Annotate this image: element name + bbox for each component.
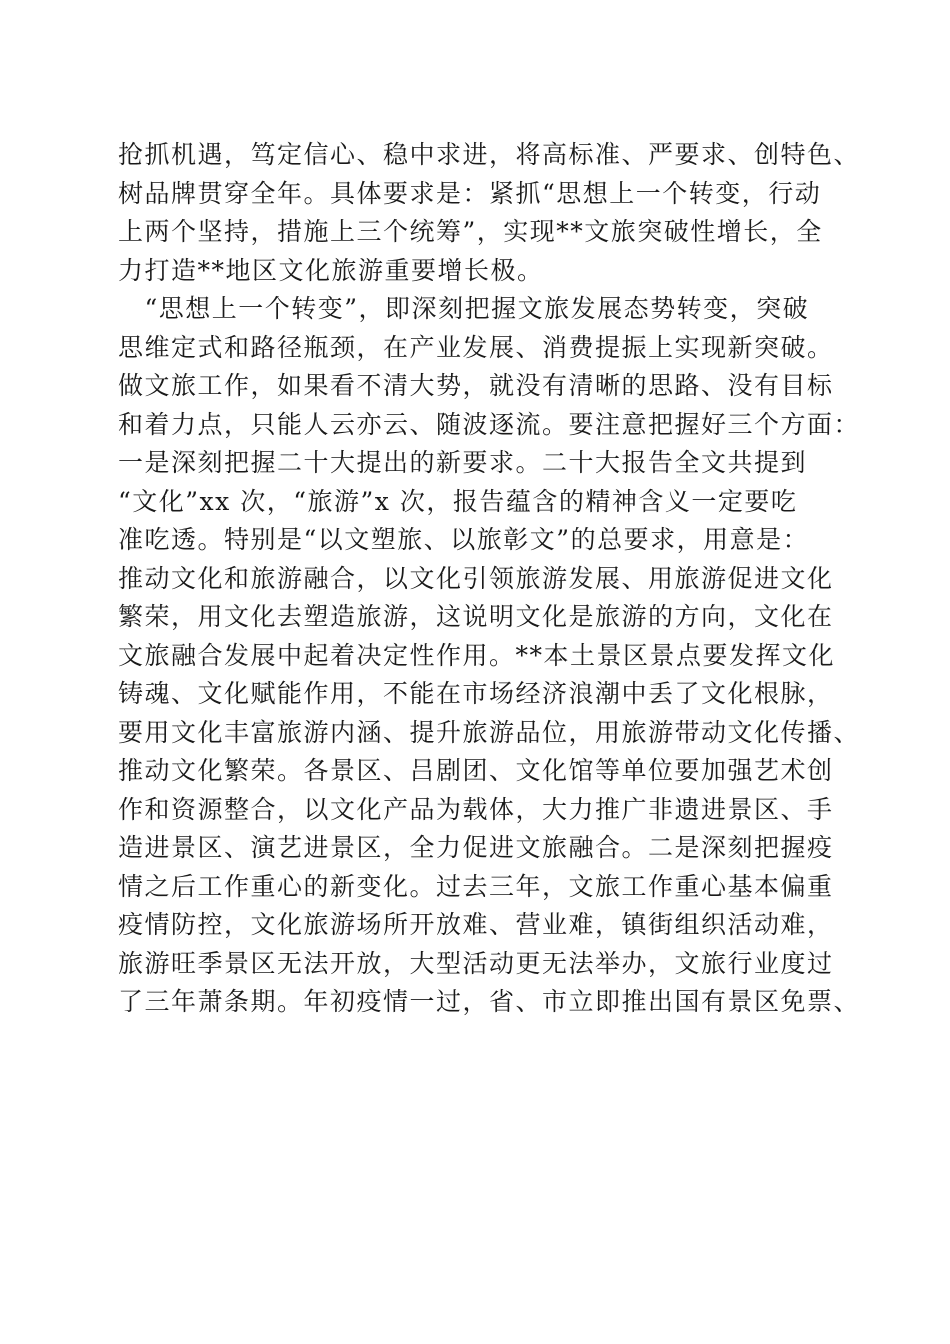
text-line: 了三年萧条期。年初疫情一过，省、市立即推出国有景区免票、 (118, 987, 861, 1016)
text-line: 繁荣，用文化去塑造旅游，这说明文化是旅游的方向，文化在 (118, 602, 834, 631)
text-line: 做文旅工作，如果看不清大势，就没有清晰的思路、没有目标 (118, 371, 834, 400)
text-line: 推动文化繁荣。各景区、吕剧团、文化馆等单位要加强艺术创 (118, 756, 834, 785)
text-line: 推动文化和旅游融合，以文化引领旅游发展、用旅游促进文化 (118, 563, 834, 593)
text-line: 铸魂、文化赋能作用，不能在市场经济浪潮中丢了文化根脉， (118, 679, 834, 708)
text-line: 上两个坚持，措施上三个统筹”，实现**文旅突破性增长，全 (118, 217, 823, 246)
paragraph-start-line: “思想上一个转变”，即深刻把握文旅发展态势转变，突破 (118, 294, 810, 323)
text-line: “文化”xx 次，“旅游”x 次，报告蕴含的精神含义一定要吃 (118, 486, 798, 516)
text-line: 思维定式和路径瓶颈，在产业发展、消费提振上实现新突破。 (118, 332, 834, 362)
text-line: 抢抓机遇，笃定信心、稳中求进，将高标准、严要求、创特色、 (118, 140, 861, 169)
text-line: 准吃透。特别是“以文塑旅、以旅彰文”的总要求，用意是： (118, 525, 810, 554)
text-line: 一是深刻把握二十大提出的新要求。二十大报告全文共提到 (118, 448, 808, 477)
text-line: 力打造**地区文化旅游重要增长极。 (118, 255, 544, 285)
text-line: 树品牌贯穿全年。具体要求是：紧抓“思想上一个转变，行动 (118, 178, 822, 208)
text-line: 疫情防控，文化旅游场所开放难、营业难，镇街组织活动难， (118, 910, 834, 939)
text-line: 文旅融合发展中起着决定性作用。**本土景区景点要发挥文化 (118, 640, 836, 670)
text-line: 情之后工作重心的新变化。过去三年，文旅工作重心基本偏重 (118, 871, 834, 901)
body-text (118, 136, 861, 1022)
text-line: 和着力点，只能人云亦云、随波逐流。要注意把握好三个方面： (118, 409, 861, 439)
text-line: 要用文化丰富旅游内涵、提升旅游品位，用旅游带动文化传播、 (118, 717, 861, 747)
text-line: 作和资源整合，以文化产品为载体，大力推广非遗进景区、手 (118, 794, 834, 824)
text-line: 旅游旺季景区无法开放，大型活动更无法举办，文旅行业度过 (118, 948, 834, 978)
text-line: 造进景区、演艺进景区，全力促进文旅融合。二是深刻把握疫 (118, 833, 834, 862)
